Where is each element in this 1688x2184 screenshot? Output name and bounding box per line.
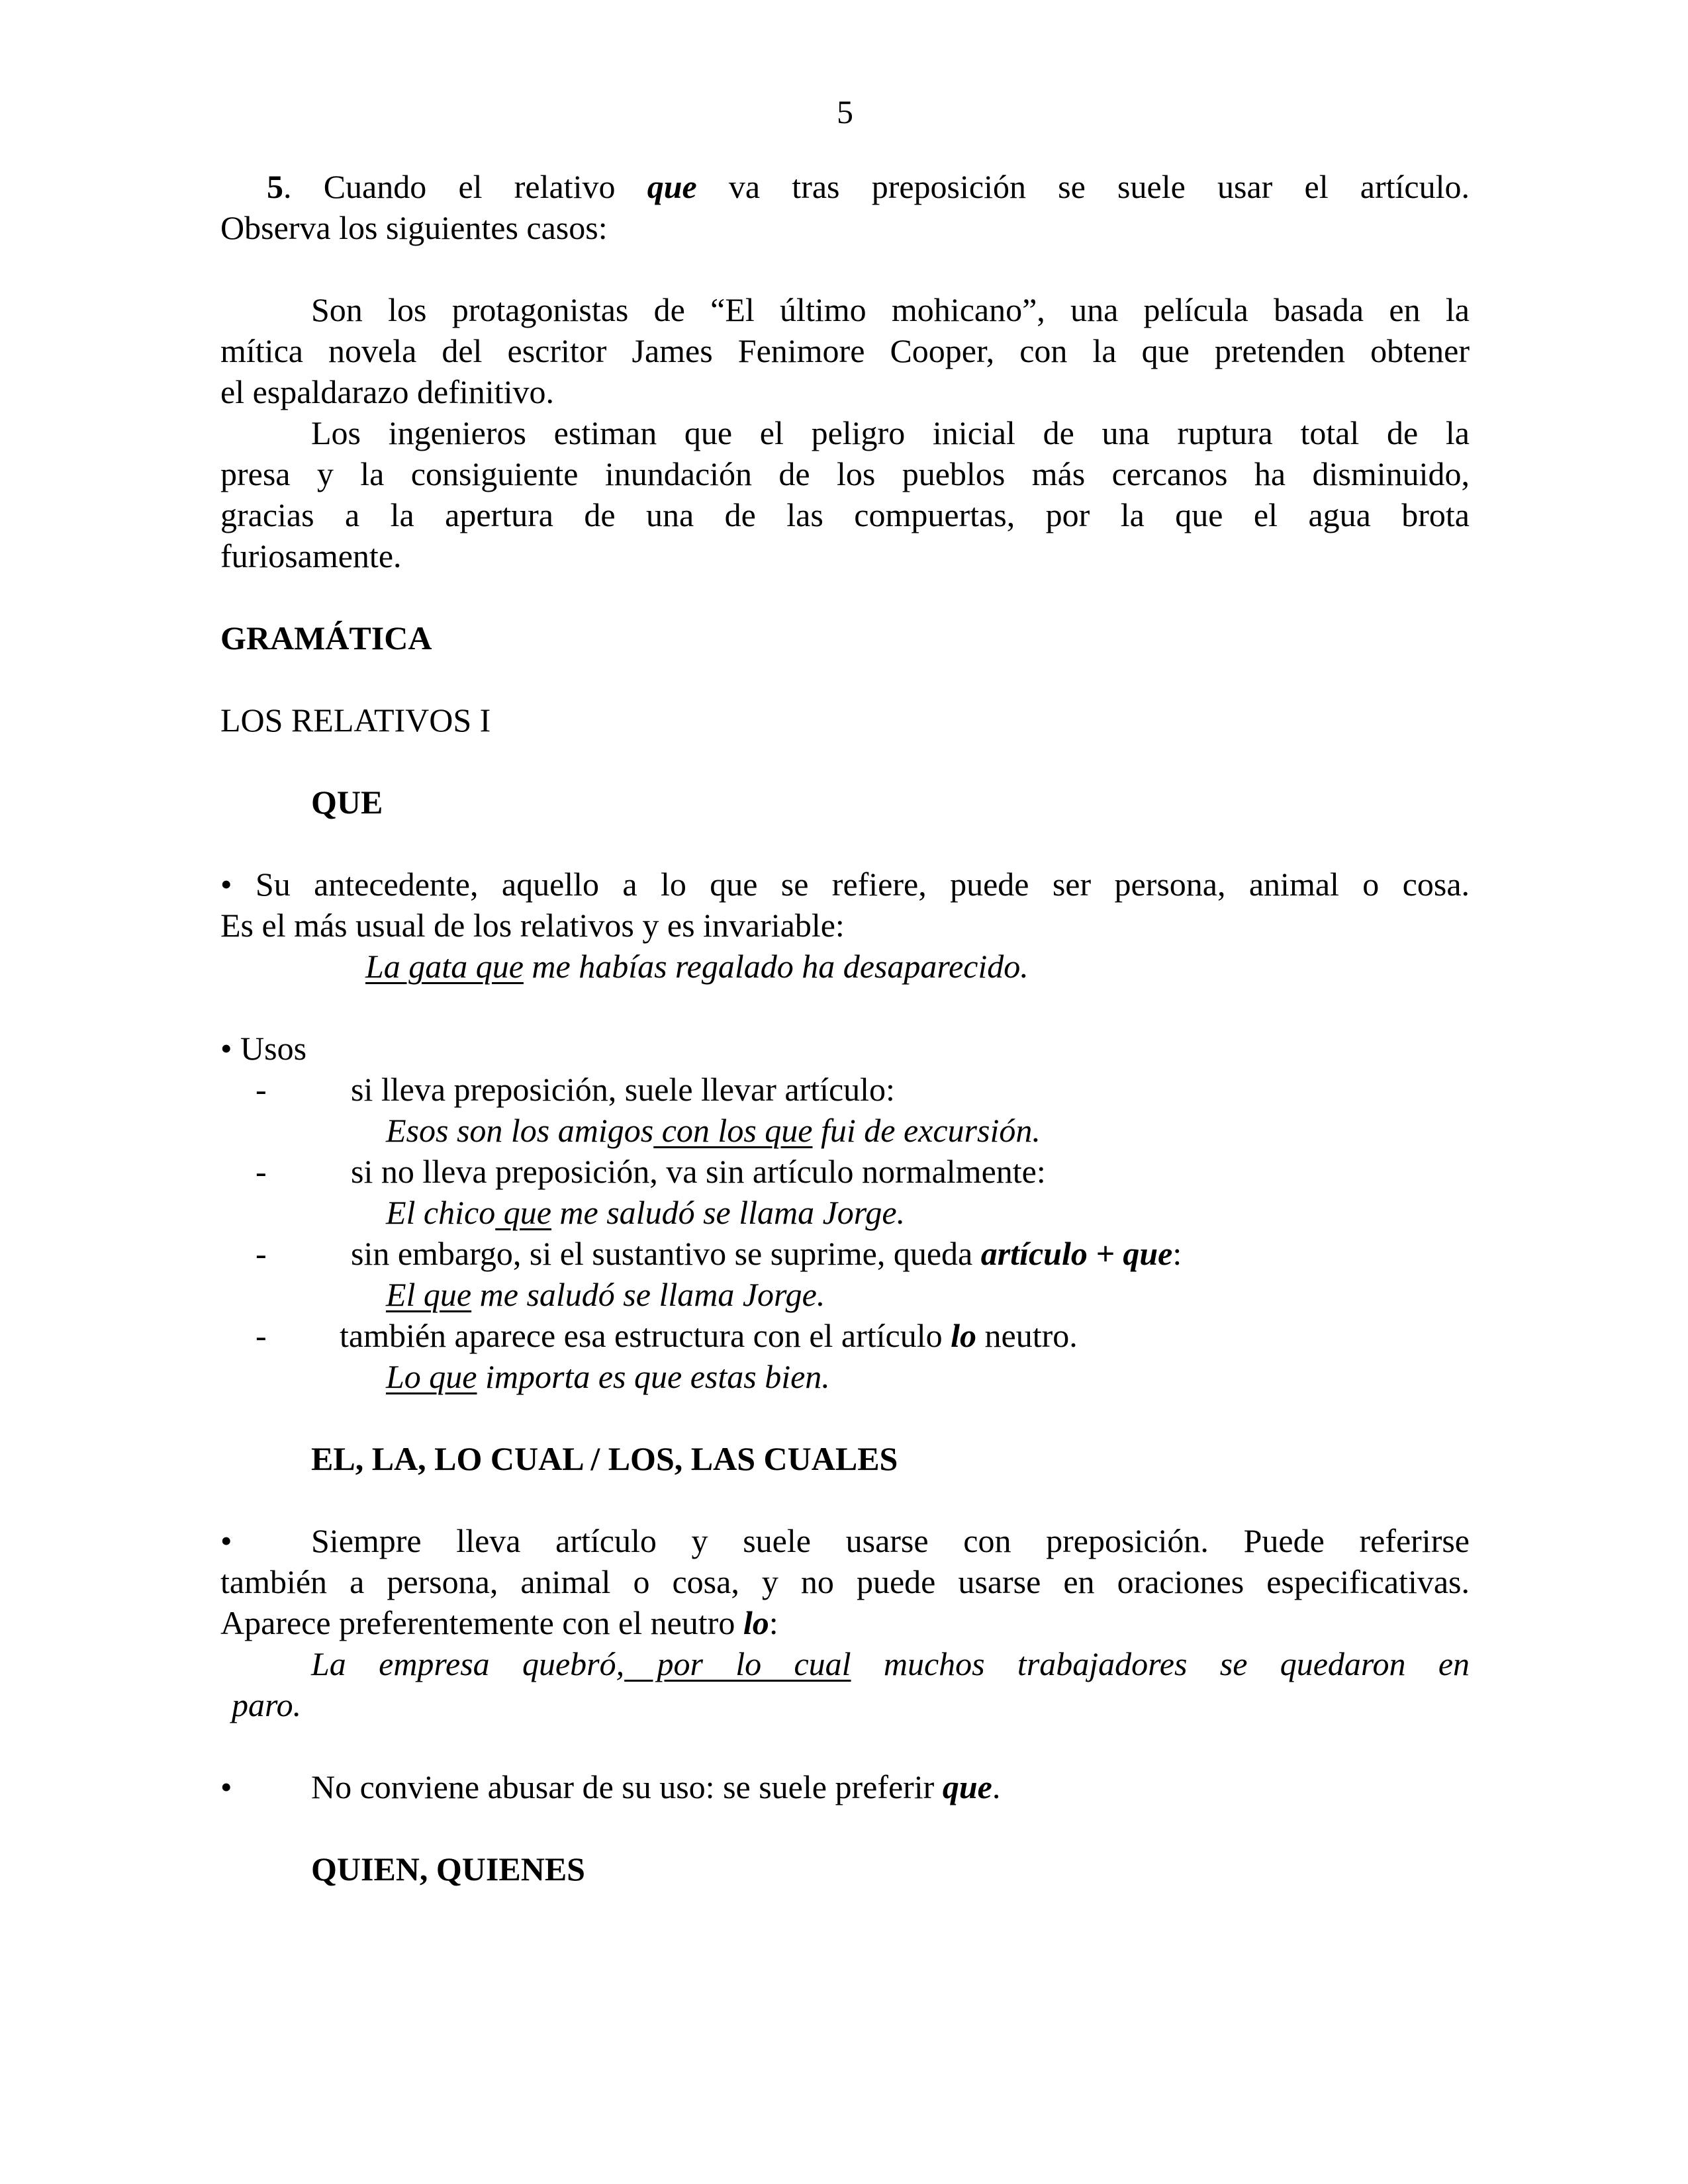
cual-description-line2: también a persona, animal o cosa, y no puede usarse en oraciones especificativas.	[220, 1563, 1470, 1600]
use-text: si lleva preposición, suele llevar artículo:	[351, 1071, 895, 1108]
bullet: •	[220, 1768, 232, 1805]
use-text: si no lleva preposición, va sin artículo normalmente:	[351, 1153, 1046, 1190]
paragraph-2-line: gracias a la apertura de una de las compuertas, por la que el agua brota	[220, 496, 1470, 533]
exercise-intro-line2: Observa los siguientes casos:	[220, 209, 608, 246]
bullet: •	[220, 1030, 232, 1067]
subsection-title: LOS RELATIVOS I	[220, 702, 491, 739]
heading-quien: QUIEN, QUIENES	[311, 1850, 585, 1888]
use-dash: -	[256, 1071, 267, 1108]
page-number: 5	[837, 93, 853, 130]
use-dash: -	[256, 1235, 267, 1272]
exercise-number: 5	[267, 168, 283, 205]
que-example: La gata que me habías regalado ha desaparecido.	[365, 948, 1029, 985]
heading-que: QUE	[311, 784, 383, 821]
cual-description-line1: Siempre lleva artículo y suele usarse con preposición. Puede referirse	[311, 1522, 1470, 1559]
heading-cual: EL, LA, LO CUAL / LOS, LAS CUALES	[311, 1440, 898, 1477]
keyword-que: que	[647, 168, 697, 205]
paragraph-1-line: Son los protagonistas de “El último mohicano”, una película basada en la	[311, 291, 1470, 328]
paragraph-2-line: presa y la consiguiente inundación de los pueblos más cercanos ha disminuido,	[220, 455, 1470, 492]
use-example: El chico que me saludó se llama Jorge.	[386, 1194, 906, 1231]
cual-note: No conviene abusar de su uso: se suele preferir que.	[311, 1768, 1001, 1805]
use-text: también aparece esa estructura con el artículo lo neutro.	[340, 1317, 1078, 1354]
use-example: Esos son los amigos con los que fui de excursión.	[386, 1112, 1041, 1149]
use-dash: -	[256, 1153, 267, 1190]
use-example: Lo que importa es que estas bien.	[386, 1358, 830, 1395]
use-dash: -	[256, 1317, 267, 1354]
bullet: •	[220, 1522, 232, 1559]
use-example: El que me saludó se llama Jorge.	[386, 1276, 825, 1313]
que-description-line1: • Su antecedente, aquello a lo que se refiere, puede ser persona, animal o cosa.	[220, 866, 1470, 903]
bullet: •	[220, 866, 232, 903]
use-text: sin embargo, si el sustantivo se suprime, queda artículo + que:	[351, 1235, 1182, 1272]
paragraph-2-line: Los ingenieros estiman que el peligro inicial de una ruptura total de la	[311, 414, 1470, 451]
usos-label: • Usos	[220, 1030, 307, 1067]
que-description-line2: Es el más usual de los relativos y es invariable:	[220, 907, 845, 944]
paragraph-1-line: el espaldarazo definitivo.	[220, 373, 554, 410]
cual-example: La empresa quebró, por lo cual muchos trabajadores se quedaron en	[311, 1645, 1470, 1682]
cual-description-line3: Aparece preferentemente con el neutro lo:	[220, 1604, 778, 1641]
cual-example-line2: paro.	[232, 1686, 302, 1723]
exercise-intro-line1: 5. Cuando el relativo que va tras preposición se suele usar el artículo.	[267, 168, 1470, 205]
paragraph-1-line: mítica novela del escritor James Fenimore Cooper, con la que pretenden obtener	[220, 332, 1470, 369]
paragraph-2-line: furiosamente.	[220, 537, 402, 574]
section-title: GRAMÁTICA	[220, 619, 432, 657]
